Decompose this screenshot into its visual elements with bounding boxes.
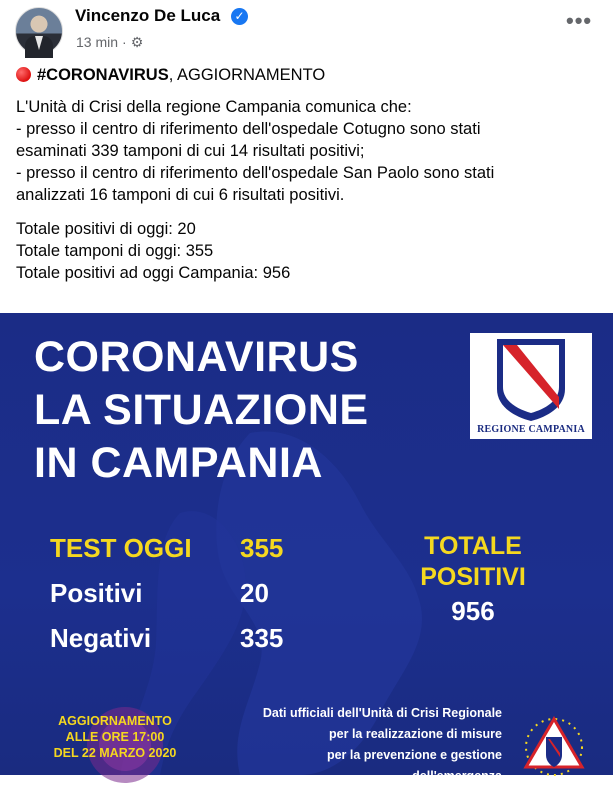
stat-label-negativi: Negativi bbox=[50, 623, 152, 653]
gear-icon[interactable]: ⚙ bbox=[130, 34, 144, 50]
post-header bbox=[0, 0, 613, 60]
footer-line: per la realizzazione di misure bbox=[329, 727, 502, 741]
totale-positivi-label bbox=[400, 531, 546, 593]
total-line: Totale positivi di oggi: 20 bbox=[16, 220, 196, 238]
hashtag-link[interactable]: #CORONAVIRUS bbox=[37, 66, 169, 84]
update-notice bbox=[30, 713, 200, 761]
red-circle-icon bbox=[16, 67, 31, 82]
stat-value-positivi: 20 bbox=[240, 578, 269, 608]
totale-label-line: POSITIVI bbox=[420, 563, 526, 591]
protezione-civile-logo-icon bbox=[516, 703, 592, 775]
avatar[interactable] bbox=[15, 7, 63, 55]
body-line: - presso il centro di riferimento dell'ospedale Cotugno sono stati bbox=[16, 120, 481, 138]
update-line: AGGIORNAMENTO bbox=[58, 714, 172, 728]
post-meta bbox=[76, 34, 143, 51]
post-headline bbox=[16, 64, 601, 86]
stat-value-test-oggi: 355 bbox=[240, 533, 284, 563]
stat-value-negativi: 335 bbox=[240, 623, 284, 653]
update-line: DEL 22 MARZO 2020 bbox=[53, 746, 177, 760]
body-line: - presso il centro di riferimento dell'ospedale San Paolo sono stati bbox=[16, 164, 495, 182]
post-timestamp[interactable]: 13 min bbox=[76, 34, 119, 50]
logo-text: REGIONE CAMPANIA bbox=[477, 424, 585, 435]
meta-separator: · bbox=[122, 34, 127, 50]
more-options-button[interactable]: ••• bbox=[566, 8, 593, 33]
verified-badge-icon: ✓ bbox=[231, 8, 248, 25]
shield-icon bbox=[487, 335, 575, 423]
totale-positivi-value: 956 bbox=[451, 596, 495, 626]
body-line: analizzati 16 tamponi di cui 6 risultati positivi. bbox=[16, 186, 345, 204]
body-line: L'Unità di Crisi della regione Campania comunica che: bbox=[16, 98, 412, 116]
total-line: Totale tamponi di oggi: 355 bbox=[16, 242, 214, 260]
footer-line: per la prevenzione e gestione dell'emergenza bbox=[326, 748, 502, 783]
author-name[interactable]: Vincenzo De Luca bbox=[75, 6, 221, 25]
stat-label-positivi: Positivi bbox=[50, 578, 143, 608]
infographic-image[interactable] bbox=[0, 313, 613, 783]
totale-label-line: TOTALE bbox=[424, 532, 522, 560]
headline-text: , AGGIORNAMENTO bbox=[168, 66, 326, 84]
post-text bbox=[16, 64, 601, 284]
title-line-2: LA SITUAZIONE bbox=[34, 386, 369, 434]
footer-note bbox=[240, 703, 502, 787]
total-line: Totale positivi ad oggi Campania: 956 bbox=[16, 264, 291, 282]
body-line: esaminati 339 tamponi di cui 14 risultati positivi; bbox=[16, 142, 365, 160]
footer-line: Dati ufficiali dell'Unità di Crisi Regionale bbox=[262, 706, 502, 720]
stat-label-test-oggi: TEST OGGI bbox=[50, 533, 192, 563]
paragraph-gap bbox=[16, 206, 601, 218]
update-line: ALLE ORE 17:00 bbox=[65, 730, 165, 744]
title-line-3: IN CAMPANIA bbox=[34, 439, 323, 487]
title-line-1: CORONAVIRUS bbox=[34, 333, 359, 381]
regione-campania-logo bbox=[470, 333, 592, 439]
